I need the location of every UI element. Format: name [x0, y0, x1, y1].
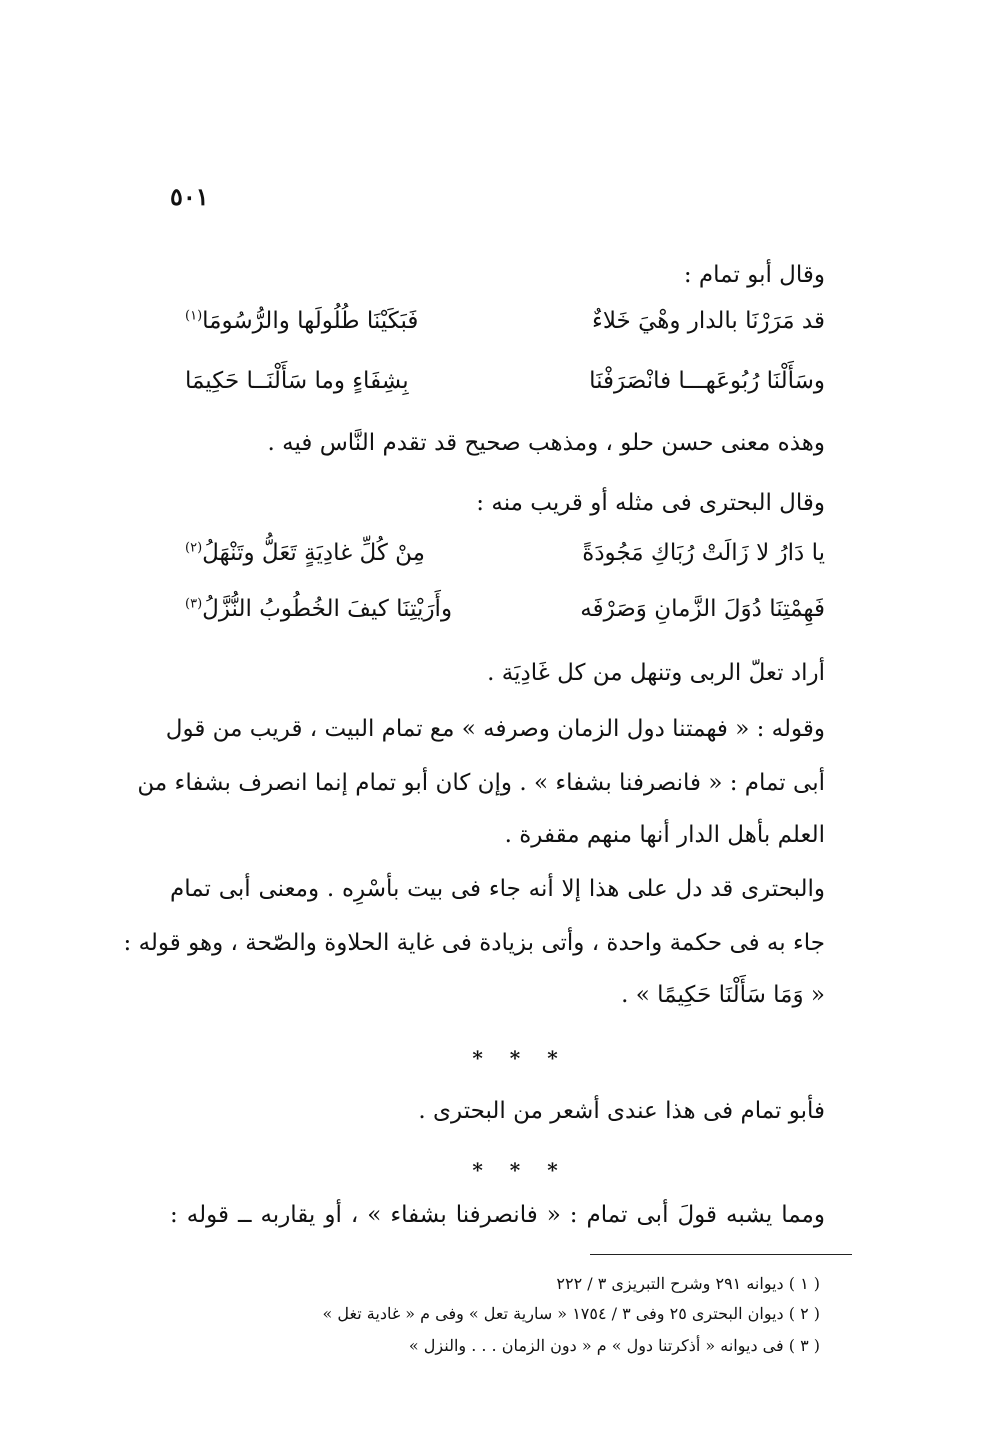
text-line: فأبو تمام فى هذا عندى أشعر من البحترى .: [418, 1098, 825, 1124]
footnote-marker: (٣): [185, 596, 203, 612]
verse-line: [185, 540, 825, 580]
footnote: ( ٣ ) فى ديوانه « أذكرتنا دول » م « دون الزمان . . . والنزل »: [408, 1336, 820, 1355]
section-separator: * * *: [472, 1158, 568, 1182]
verse-hemistich-second: [185, 308, 418, 334]
text-line: والبحترى قد دل على هذا إلا أنه جاء فى بيت بأسْرِه . ومعنى أبى تمام: [170, 876, 825, 902]
footnote-marker: (٢): [185, 540, 203, 556]
verse-hemistich-text: فَبَكَيْنَا طُلُولَها والرُّسُومَا: [202, 308, 419, 334]
footnote-divider: [590, 1254, 852, 1255]
verse-hemistich-second: [185, 596, 452, 622]
verse-hemistich-text: مِنْ كُلِّ غادِيَةٍ تَعَلُّ وتَنْهَلُ: [202, 540, 425, 566]
verse-line: [185, 368, 825, 408]
verse-hemistich-first: قد مَرَرْنَا بالدار وهْيَ خَلاءٌ: [592, 308, 825, 334]
section-separator: * * *: [472, 1046, 568, 1070]
text-line: وقال البحترى فى مثله أو قريب منه :: [476, 490, 825, 516]
text-line: وقال أبو تمام :: [683, 262, 825, 288]
footnote: ( ١ ) ديوانه ٢٩١ وشرح التبريزى ٣ / ٢٢٢: [556, 1274, 820, 1293]
page-number: ٥٠١: [170, 182, 209, 211]
verse-hemistich-text: وأَرَيْتِنَا كيفَ الخُطُوبُ النُّزَّلُ: [202, 596, 453, 622]
text-line: أراد تعلّ الربى وتنهل من كل غَادِيَة .: [487, 660, 825, 686]
text-line: العلم بأهل الدار أنها منهم مقفرة .: [504, 822, 825, 848]
text-line: وقوله : « فهمتنا دول الزمان وصرفه » مع تمام البيت ، قريب من قول: [165, 716, 825, 742]
footnote: ( ٢ ) ديوان البحترى ٢٥ وفى ٣ / ١٧٥٤ « سارية تعل » وفى م « غادية تغل »: [322, 1304, 820, 1323]
text-line: أبى تمام : « فانصرفنا بشفاء » . وإن كان أبو تمام إنما انصرف بشفاء من: [137, 770, 825, 796]
text-line: ومما يشبه قولَ أبى تمام : « فانصرفنا بشفاء » ، أو يقاربه ــ قوله :: [170, 1202, 825, 1228]
verse-line: [185, 596, 825, 636]
text-line: « وَمَا سَأَلْنَا حَكِيمًا » .: [621, 982, 825, 1008]
verse-hemistich-second: بِشِفَاءٍ وما سَأَلْنَــا حَكِيمَا: [185, 368, 409, 394]
verse-hemistich-first: وسَأَلْنَا رُبُوعَهـــا فانْصَرَفْنَا: [589, 368, 825, 394]
text-line: جاء به فى حكمة واحدة ، وأتى بزيادة فى غاية الحلاوة والصّحة ، وهو قوله :: [123, 930, 825, 956]
verse-hemistich-first: فَهِمْتِنَا دُوَلَ الزَّمانِ وَصَرْفَه: [580, 596, 825, 622]
verse-line: [185, 308, 825, 348]
footnote-marker: (١): [185, 308, 203, 324]
verse-hemistich-second: [185, 540, 425, 566]
text-line: وهذه معنى حسن حلو ، ومذهب صحيح قد تقدم النَّاس فيه .: [267, 430, 825, 456]
verse-hemistich-first: يا دَارُ لا زَالَتْ رُبَاكِ مَجُودَةً: [582, 540, 825, 566]
